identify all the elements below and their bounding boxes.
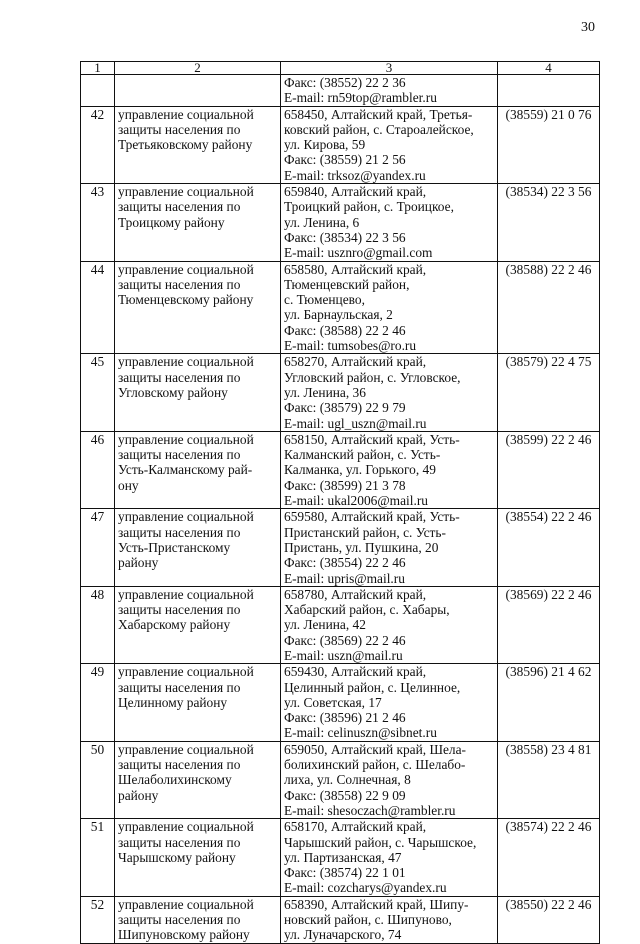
address-line: Факс: (38569) 22 2 46 bbox=[284, 632, 406, 648]
office-name-line: Целинному району bbox=[118, 694, 228, 710]
column-number-2: 2 bbox=[115, 62, 281, 75]
address-line: 659580, Алтайский край, Усть- bbox=[284, 509, 460, 525]
table-body bbox=[81, 75, 600, 944]
row-number-text: 48 bbox=[90, 586, 105, 602]
phone-number: (38559) 21 0 76 bbox=[505, 106, 592, 122]
row-number bbox=[81, 509, 115, 586]
table-row bbox=[81, 106, 600, 183]
row-number bbox=[81, 261, 115, 354]
office-name-cell bbox=[115, 896, 281, 943]
office-name-line: Угловскому району bbox=[118, 384, 228, 400]
address-line: Целинный район, с. Целинное, bbox=[284, 679, 461, 695]
phone-number: (38534) 22 3 56 bbox=[505, 184, 592, 200]
phone-number: (38596) 21 4 62 bbox=[505, 664, 592, 680]
address-line: Хабарский район, с. Хабары, bbox=[284, 602, 450, 618]
row-number-text: 50 bbox=[90, 741, 105, 757]
address-line: 658170, Алтайский край, bbox=[284, 819, 427, 835]
row-number bbox=[81, 184, 115, 261]
address-line: ул. Ленина, 42 bbox=[284, 617, 366, 633]
address-line: E-mail: celinuszn@sibnet.ru bbox=[284, 725, 437, 741]
address-cell bbox=[281, 261, 498, 354]
phone-number: (38599) 22 2 46 bbox=[505, 431, 592, 447]
address-line: 659840, Алтайский край, bbox=[284, 184, 427, 200]
address-cell bbox=[281, 819, 498, 896]
office-name-line: Тюменцевскому району bbox=[118, 292, 254, 308]
address-line: Факс: (38534) 22 3 56 bbox=[284, 229, 406, 245]
table-row bbox=[81, 896, 600, 943]
address-line: Пристань, ул. Пушкина, 20 bbox=[284, 539, 439, 555]
office-name-line: Третьяковскому району bbox=[118, 137, 253, 153]
office-name-line: защиты населения по bbox=[118, 199, 241, 215]
office-name-line: управление социальной bbox=[118, 586, 254, 602]
address-line: с. Тюменцево, bbox=[284, 292, 365, 308]
office-name-line: управление социальной bbox=[118, 106, 254, 122]
address-line: E-mail: upris@mail.ru bbox=[284, 570, 405, 586]
table-row bbox=[81, 741, 600, 818]
office-name-line: защиты населения по bbox=[118, 447, 241, 463]
row-number-text: 52 bbox=[90, 896, 105, 912]
row-number bbox=[81, 354, 115, 431]
row-number-text: 42 bbox=[90, 106, 105, 122]
office-name-line: защиты населения по bbox=[118, 276, 241, 292]
row-number bbox=[81, 586, 115, 663]
address-cell bbox=[281, 431, 498, 508]
address-line: 659050, Алтайский край, Шела- bbox=[284, 741, 467, 757]
address-line: Факс: (38599) 21 3 78 bbox=[284, 477, 406, 493]
address-line: 658450, Алтайский край, Третья- bbox=[284, 106, 473, 122]
phone-cell bbox=[498, 819, 600, 896]
office-name-line: Чарышскому району bbox=[118, 849, 236, 865]
address-line: 658150, Алтайский край, Усть- bbox=[284, 431, 460, 447]
table-row bbox=[81, 75, 600, 107]
address-line: лиха, ул. Солнечная, 8 bbox=[284, 772, 411, 788]
address-line: ул. Луначарского, 74 bbox=[284, 927, 402, 943]
office-name-line: управление социальной bbox=[118, 261, 254, 277]
address-line: Факс: (38552) 22 2 36 bbox=[284, 75, 406, 90]
office-name-cell bbox=[115, 664, 281, 741]
address-cell bbox=[281, 896, 498, 943]
address-line: 659430, Алтайский край, bbox=[284, 664, 427, 680]
office-name-cell bbox=[115, 354, 281, 431]
address-cell bbox=[281, 509, 498, 586]
address-cell bbox=[281, 106, 498, 183]
address-line: Калманский район, с. Усть- bbox=[284, 447, 441, 463]
office-name-line: району bbox=[118, 787, 159, 803]
address-line: Пристанский район, с. Усть- bbox=[284, 524, 446, 540]
row-number bbox=[81, 664, 115, 741]
office-name-line: защиты населения по bbox=[118, 834, 241, 850]
phone-number: (38558) 23 4 81 bbox=[505, 741, 592, 757]
office-name-line: управление социальной bbox=[118, 896, 254, 912]
phone-cell bbox=[498, 431, 600, 508]
office-name-line: Троицкому району bbox=[118, 214, 225, 230]
office-name-line: Усть-Пристанскому bbox=[118, 539, 231, 555]
address-line: E-mail: tumsobes@ro.ru bbox=[284, 338, 417, 354]
address-line: Факс: (38588) 22 2 46 bbox=[284, 322, 406, 338]
office-name-line: управление социальной bbox=[118, 184, 254, 200]
row-number-text: 51 bbox=[90, 819, 105, 835]
office-name-cell bbox=[115, 509, 281, 586]
column-number-3: 3 bbox=[281, 62, 498, 75]
phone-cell bbox=[498, 75, 600, 107]
phone-number: (38554) 22 2 46 bbox=[505, 509, 592, 525]
office-name-line: Усть-Калманскому рай- bbox=[118, 462, 253, 478]
address-line: Тюменцевский район, bbox=[284, 276, 410, 292]
office-name-line: защиты населения по bbox=[118, 369, 241, 385]
office-name-line: управление социальной bbox=[118, 431, 254, 447]
row-number-text: 46 bbox=[90, 431, 105, 447]
office-name-cell bbox=[115, 75, 281, 107]
address-line: Факс: (38574) 22 1 01 bbox=[284, 865, 406, 881]
address-cell bbox=[281, 184, 498, 261]
row-number bbox=[81, 431, 115, 508]
phone-cell bbox=[498, 261, 600, 354]
phone-cell bbox=[498, 896, 600, 943]
address-cell bbox=[281, 741, 498, 818]
address-line: Факс: (38596) 21 2 46 bbox=[284, 710, 406, 726]
office-name-cell bbox=[115, 819, 281, 896]
address-cell bbox=[281, 75, 498, 107]
phone-cell bbox=[498, 184, 600, 261]
row-number bbox=[81, 896, 115, 943]
office-name-line: управление социальной bbox=[118, 664, 254, 680]
address-line: новский район, с. Шипуново, bbox=[284, 912, 452, 928]
social-protection-offices-table bbox=[80, 61, 600, 944]
office-name-line: управление социальной bbox=[118, 509, 254, 525]
column-number-row bbox=[81, 62, 600, 75]
page-number: 30 bbox=[581, 20, 595, 35]
row-number-text: 44 bbox=[90, 261, 105, 277]
row-number bbox=[81, 106, 115, 183]
address-line: E-mail: trksoz@yandex.ru bbox=[284, 167, 426, 183]
office-name-line: ону bbox=[118, 477, 139, 493]
address-line: ул. Кирова, 59 bbox=[284, 137, 366, 153]
office-name-line: Хабарскому району bbox=[118, 617, 231, 633]
phone-cell bbox=[498, 509, 600, 586]
address-line: ул. Ленина, 6 bbox=[284, 214, 360, 230]
table-row bbox=[81, 586, 600, 663]
office-name-line: управление социальной bbox=[118, 819, 254, 835]
row-number-text: 43 bbox=[90, 184, 105, 200]
office-name-line: защиты населения по bbox=[118, 912, 241, 928]
address-line: Троицкий район, с. Троицкое, bbox=[284, 199, 454, 215]
table-row bbox=[81, 819, 600, 896]
table-row bbox=[81, 354, 600, 431]
phone-cell bbox=[498, 664, 600, 741]
table-row bbox=[81, 509, 600, 586]
table-row bbox=[81, 431, 600, 508]
address-line: Калманка, ул. Горького, 49 bbox=[284, 462, 436, 478]
address-line: ул. Советская, 17 bbox=[284, 694, 382, 710]
phone-cell bbox=[498, 741, 600, 818]
office-name-cell bbox=[115, 184, 281, 261]
table-row bbox=[81, 261, 600, 354]
address-line: Факс: (38554) 22 2 46 bbox=[284, 555, 406, 571]
office-name-line: Шипуновскому району bbox=[118, 927, 250, 943]
address-line: Факс: (38579) 22 9 79 bbox=[284, 400, 406, 416]
address-line: болихинский район, с. Шелабо- bbox=[284, 757, 466, 773]
address-line: Чарышский район, с. Чарышское, bbox=[284, 834, 477, 850]
office-name-cell bbox=[115, 586, 281, 663]
office-name-line: защиты населения по bbox=[118, 121, 241, 137]
office-name-cell bbox=[115, 261, 281, 354]
address-line: 658270, Алтайский край, bbox=[284, 354, 427, 370]
phone-number: (38574) 22 2 46 bbox=[505, 819, 592, 835]
phone-number: (38550) 22 2 46 bbox=[505, 896, 592, 912]
table-row bbox=[81, 184, 600, 261]
office-name-cell bbox=[115, 106, 281, 183]
row-number bbox=[81, 819, 115, 896]
row-number-text: 47 bbox=[90, 509, 105, 525]
address-line: ковский район, с. Староалейское, bbox=[284, 121, 474, 137]
phone-number: (38569) 22 2 46 bbox=[505, 586, 592, 602]
office-name-line: району bbox=[118, 555, 159, 571]
phone-number: (38579) 22 4 75 bbox=[505, 354, 592, 370]
address-line: 658780, Алтайский край, bbox=[284, 586, 427, 602]
address-cell bbox=[281, 354, 498, 431]
office-name-line: управление социальной bbox=[118, 354, 254, 370]
office-name-line: управление социальной bbox=[118, 741, 254, 757]
address-line: ул. Ленина, 36 bbox=[284, 384, 366, 400]
column-number-4: 4 bbox=[498, 62, 600, 75]
office-name-line: защиты населения по bbox=[118, 602, 241, 618]
row-number bbox=[81, 741, 115, 818]
row-number bbox=[81, 75, 115, 107]
address-line: E-mail: ugl_uszn@mail.ru bbox=[284, 415, 427, 431]
address-line: E-mail: cozcharys@yandex.ru bbox=[284, 880, 447, 896]
address-line: Факс: (38558) 22 9 09 bbox=[284, 787, 406, 803]
phone-cell bbox=[498, 586, 600, 663]
address-line: E-mail: shesoczach@rambler.ru bbox=[284, 802, 456, 818]
phone-cell bbox=[498, 106, 600, 183]
column-number-1: 1 bbox=[81, 62, 115, 75]
office-name-cell bbox=[115, 431, 281, 508]
office-name-line: защиты населения по bbox=[118, 679, 241, 695]
address-line: Факс: (38559) 21 2 56 bbox=[284, 152, 406, 168]
address-cell bbox=[281, 664, 498, 741]
office-name-line: Шелаболихинскому bbox=[118, 772, 232, 788]
address-cell bbox=[281, 586, 498, 663]
address-line: ул. Барнаульская, 2 bbox=[284, 307, 393, 323]
phone-cell bbox=[498, 354, 600, 431]
table-row bbox=[81, 664, 600, 741]
row-number-text: 49 bbox=[90, 664, 105, 680]
address-line: E-mail: rn59top@rambler.ru bbox=[284, 90, 437, 106]
address-line: 658580, Алтайский край, bbox=[284, 261, 427, 277]
address-line: ул. Партизанская, 47 bbox=[284, 849, 402, 865]
office-name-line: защиты населения по bbox=[118, 757, 241, 773]
office-name-line: защиты населения по bbox=[118, 524, 241, 540]
address-line: E-mail: uszn@mail.ru bbox=[284, 647, 403, 663]
office-name-cell bbox=[115, 741, 281, 818]
row-number-text: 45 bbox=[90, 354, 105, 370]
phone-number: (38588) 22 2 46 bbox=[505, 261, 592, 277]
address-line: 658390, Алтайский край, Шипу- bbox=[284, 896, 469, 912]
address-line: E-mail: usznro@gmail.com bbox=[284, 245, 433, 261]
address-line: Угловский район, с. Угловское, bbox=[284, 369, 461, 385]
address-line: E-mail: ukal2006@mail.ru bbox=[284, 493, 428, 509]
